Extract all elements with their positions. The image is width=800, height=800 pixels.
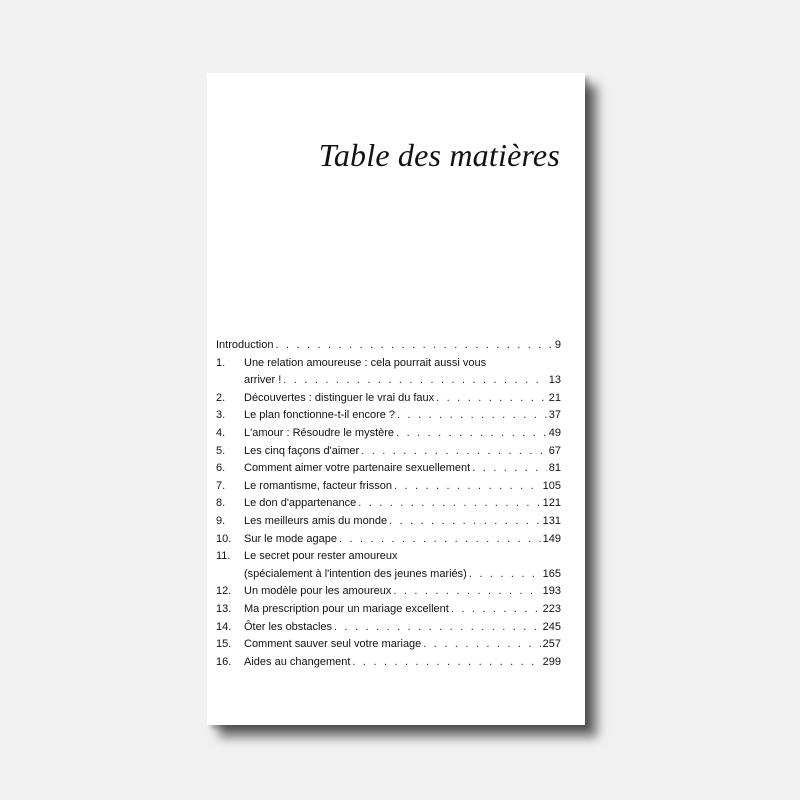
toc-entry-page-number: 245	[542, 620, 561, 633]
toc-entry-page-number: 193	[542, 585, 561, 598]
toc-entry	[216, 583, 561, 601]
toc-entry	[216, 443, 561, 461]
toc-entry-number: 2.	[216, 391, 226, 404]
toc-entry-page-number: 37	[548, 409, 561, 422]
toc-entry-line	[244, 460, 561, 478]
toc-entry-body	[244, 513, 561, 531]
toc-entry-title: Sur le mode agape	[244, 532, 337, 545]
toc-entry-body	[244, 443, 561, 461]
toc-entry-title: Le plan fonctionne-t-il encore ?	[244, 409, 396, 422]
toc-entry	[216, 654, 561, 672]
toc-dot-leader	[334, 619, 541, 637]
toc-entry-body	[244, 619, 561, 637]
toc-entry-number: 12.	[216, 585, 232, 598]
toc-entry-body	[244, 548, 561, 583]
toc-entry-line	[244, 654, 561, 672]
toc-entry-body	[244, 407, 561, 425]
toc-entry	[216, 355, 561, 390]
toc-entry-body	[216, 337, 561, 355]
toc-entry-line	[244, 566, 561, 584]
toc-entry-line	[244, 478, 561, 496]
toc-entry-title: Ôter les obstacles	[244, 620, 333, 633]
toc-dot-leader	[389, 513, 541, 531]
toc-entry-title: Aides au changement	[244, 655, 351, 668]
toc-entry-page-number: 67	[548, 444, 561, 457]
toc-entry	[216, 478, 561, 496]
toc-entry	[216, 548, 561, 583]
toc-dot-leader	[397, 407, 547, 425]
toc-entry-title: Les cinq façons d'aimer	[244, 444, 360, 457]
toc-entry-number: 3.	[216, 409, 226, 422]
toc-entry-title: L'amour : Résoudre le mystère	[244, 426, 395, 439]
toc-entry-body	[244, 636, 561, 654]
toc-entry-title: Comment aimer votre partenaire sexuellement	[244, 462, 471, 475]
toc-entry-number: 16.	[216, 655, 232, 668]
toc-entry-body	[244, 583, 561, 601]
toc-dot-leader	[283, 372, 546, 390]
toc-entry-page-number: 13	[548, 374, 561, 387]
toc-entry	[216, 425, 561, 443]
toc-entry	[216, 407, 561, 425]
toc-entry-title: (spécialement à l'intention des jeunes mariés)	[244, 567, 467, 580]
toc-entry-title: Une relation amoureuse : cela pourrait aussi vous	[244, 356, 487, 369]
book-page	[207, 73, 585, 725]
toc-entry-number: 1.	[216, 356, 226, 369]
toc-entry-line	[244, 531, 561, 549]
toc-entry	[216, 390, 561, 408]
toc-entry-line	[244, 601, 561, 619]
toc-entry-title: Découvertes : distinguer le vrai du faux	[244, 391, 435, 404]
toc-entry-line	[244, 619, 561, 637]
toc-entry	[216, 601, 561, 619]
toc-entry-page-number: 165	[542, 567, 561, 580]
toc-dot-leader	[339, 531, 541, 549]
toc-entry-title: Le secret pour rester amoureux	[244, 550, 398, 563]
toc-entry-number: 11.	[216, 550, 231, 563]
toc-entry-title: Un modèle pour les amoureux	[244, 585, 392, 598]
toc-entry-number: 5.	[216, 444, 226, 457]
toc-dot-leader	[394, 478, 541, 496]
toc-entry-line	[244, 548, 561, 566]
toc-entry	[216, 495, 561, 513]
toc-entry-body	[244, 495, 561, 513]
toc-entry-line	[244, 355, 561, 373]
toc-entry-body	[244, 531, 561, 549]
toc-entry-body	[244, 460, 561, 478]
table-of-contents	[216, 337, 561, 671]
toc-entry	[216, 619, 561, 637]
toc-entry	[216, 460, 561, 478]
toc-entry-page-number: 299	[542, 655, 561, 668]
toc-entry-body	[244, 478, 561, 496]
toc-entry-page-number: 149	[542, 532, 561, 545]
toc-entry-title: Comment sauver seul votre mariage	[244, 638, 422, 651]
toc-dot-leader	[451, 601, 541, 619]
toc-entry-number: 8.	[216, 497, 226, 510]
toc-dot-leader	[423, 636, 540, 654]
toc-dot-leader	[393, 583, 540, 601]
toc-entry-line	[216, 337, 561, 355]
toc-entry-line	[244, 425, 561, 443]
toc-dot-leader	[436, 390, 547, 408]
toc-entry-page-number: 223	[542, 602, 561, 615]
toc-entry-title: Le romantisme, facteur frisson	[244, 479, 392, 492]
toc-entry-page-number: 131	[542, 514, 561, 527]
toc-entry-body	[244, 601, 561, 619]
toc-dot-leader	[472, 460, 547, 478]
toc-entry-body	[244, 355, 561, 390]
toc-entry-number: 13.	[216, 602, 232, 615]
toc-entry-title: Le don d'appartenance	[244, 497, 357, 510]
toc-entry-title: arriver !	[244, 374, 282, 387]
toc-entry-number: 15.	[216, 638, 232, 651]
toc-entry	[216, 531, 561, 549]
toc-entry-number: 4.	[216, 426, 226, 439]
toc-entry-line	[244, 636, 561, 654]
toc-entry-line	[244, 443, 561, 461]
toc-entry	[216, 337, 561, 355]
toc-entry-body	[244, 390, 561, 408]
toc-entry-number: 9.	[216, 514, 226, 527]
toc-entry-line	[244, 390, 561, 408]
toc-entry-number: 14.	[216, 620, 232, 633]
toc-dot-leader	[275, 337, 552, 355]
toc-entry-page-number: 21	[548, 391, 561, 404]
toc-entry-body	[244, 654, 561, 672]
toc-dot-leader	[361, 443, 547, 461]
toc-entry-line	[244, 407, 561, 425]
toc-entry-number: 6.	[216, 462, 226, 475]
toc-dot-leader	[396, 425, 547, 443]
toc-entry-page-number: 81	[548, 462, 561, 475]
toc-entry-page-number: 121	[542, 497, 561, 510]
toc-entry-body	[244, 425, 561, 443]
toc-entry-page-number: 9	[554, 339, 561, 351]
toc-entry-title: Les meilleurs amis du monde	[244, 514, 388, 527]
toc-entry	[216, 513, 561, 531]
toc-entry-line	[244, 495, 561, 513]
toc-entry-page-number: 49	[548, 426, 561, 439]
toc-entry-title: Introduction	[216, 339, 274, 351]
toc-entry-line	[244, 372, 561, 390]
toc-entry	[216, 636, 561, 654]
toc-entry-number: 7.	[216, 479, 226, 492]
toc-entry-page-number: 105	[542, 479, 561, 492]
toc-dot-leader	[352, 654, 540, 672]
toc-entry-line	[244, 513, 561, 531]
toc-dot-leader	[469, 566, 541, 584]
toc-entry-page-number: 257	[542, 638, 561, 651]
toc-entry-number: 10.	[216, 532, 232, 545]
page-title: Table des matières	[318, 137, 560, 173]
toc-dot-leader	[358, 495, 540, 513]
toc-entry-line	[244, 583, 561, 601]
toc-entry-title: Ma prescription pour un mariage excellent	[244, 602, 449, 615]
